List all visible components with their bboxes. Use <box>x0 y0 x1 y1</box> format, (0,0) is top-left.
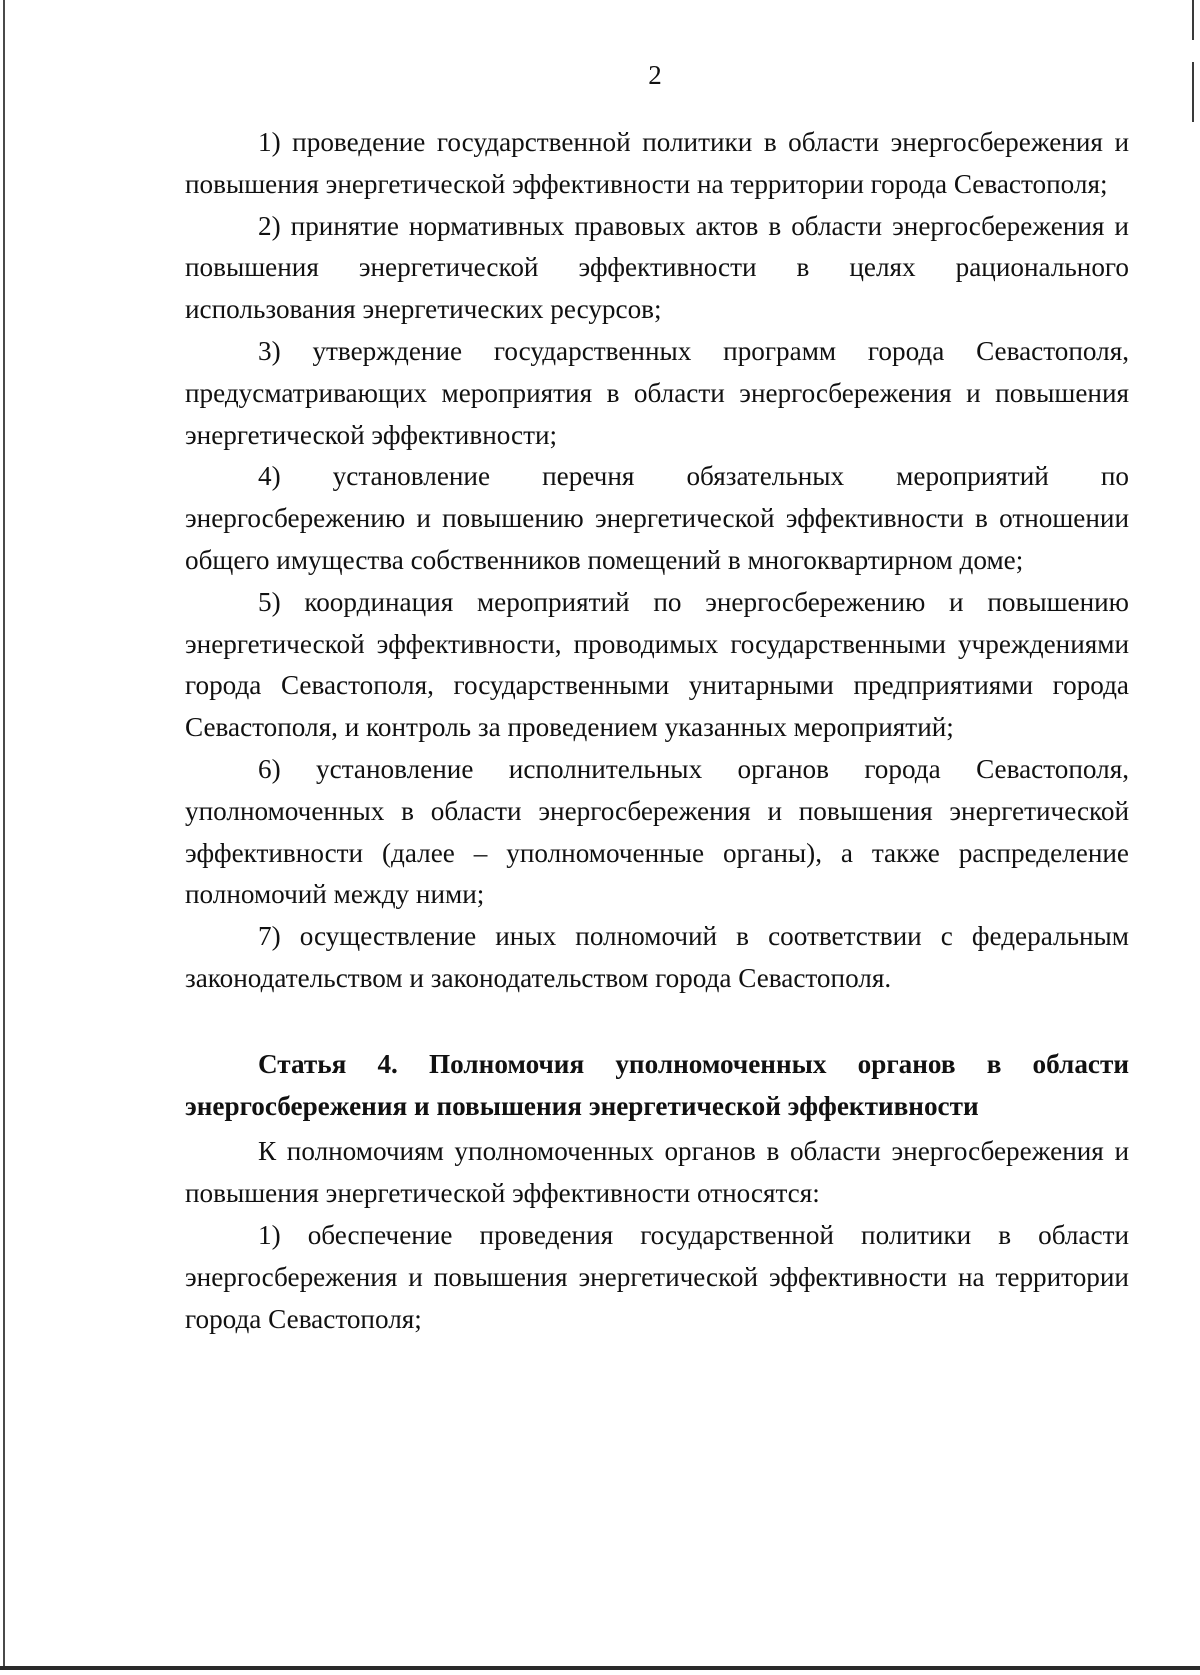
list-item: 1) проведение государственной политики в области энергосбережения и повышения энергетической эффективности на территории города Севастополя; <box>185 127 1129 199</box>
scan-bottom-edge <box>0 1666 1200 1670</box>
list-item: 1) обеспечение проведения государственной политики в области энергосбережения и повышения энергетической эффективности на территории города Севастополя; <box>185 1219 1129 1334</box>
document-body <box>185 122 1129 1340</box>
list-item: 5) координация мероприятий по энергосбережению и повышению энергетической эффективности, проводимых государственными учреждениями города Севастополя, государственными унитарными предприятиями города Севастополя, и контроль за проведением указанных мероприятий; <box>185 586 1129 743</box>
scan-right-edge-mark <box>1192 0 1194 40</box>
list-item: 7) осуществление иных полномочий в соответствии с федеральным законодательством и законодательством города Севастополя. <box>185 921 1129 993</box>
article-heading: Статья 4. Полномочия уполномоченных органов в области энергосбережения и повышения энергетической эффективности <box>185 1048 1129 1121</box>
list-item: 3) утверждение государственных программ города Севастополя, предусматривающих мероприятия в области энергосбережения и повышения энергетической эффективности; <box>185 335 1129 450</box>
list-item: 6) установление исполнительных органов города Севастополя, уполномоченных в области энергосбережения и повышения энергетической эффективности (далее – уполномоченные органы), а также распределение полномочий между ними; <box>185 753 1129 910</box>
list-item: 4) установление перечня обязательных мероприятий по энергосбережению и повышению энергетической эффективности в отношении общего имущества собственников помещений в многоквартирном доме; <box>185 461 1129 575</box>
page-number: 2 <box>648 60 662 90</box>
list-item: 2) принятие нормативных правовых актов в области энергосбережения и повышения энергетической эффективности в целях рационального использования энергетических ресурсов; <box>185 210 1129 325</box>
article-intro-paragraph: К полномочиям уполномоченных органов в области энергосбережения и повышения энергетической эффективности относятся: <box>185 1136 1129 1209</box>
scan-left-edge <box>3 0 5 1668</box>
